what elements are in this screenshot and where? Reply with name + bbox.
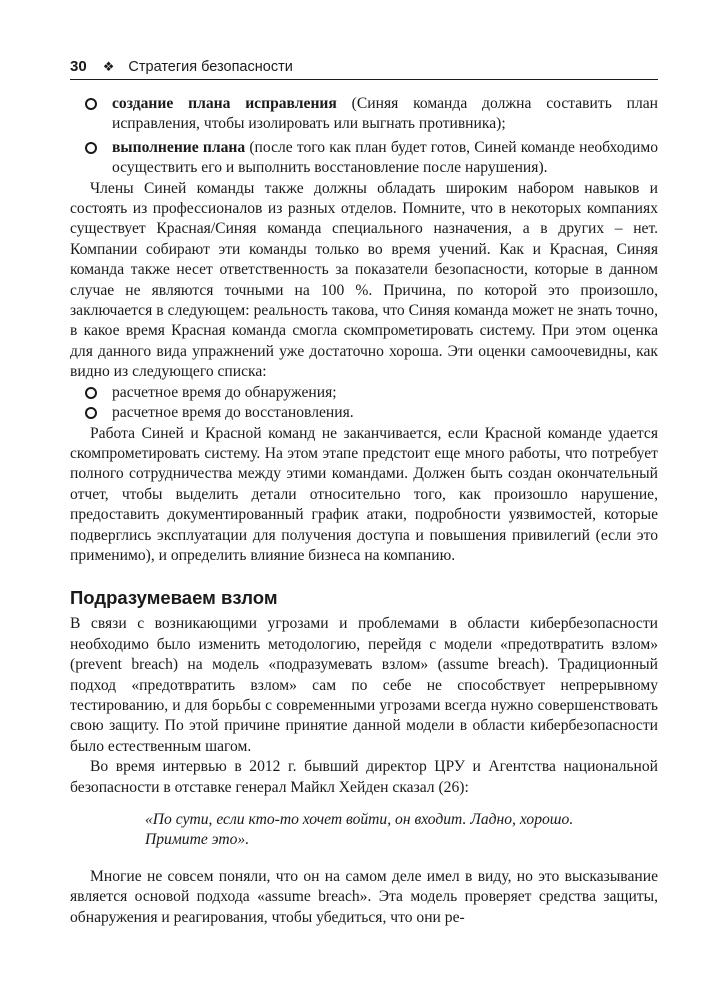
list-item (70, 94, 658, 135)
list-item-term: создание плана исправления (112, 95, 337, 112)
list-item (70, 403, 658, 423)
section-heading: Подразумеваем взлом (70, 587, 278, 609)
list-item-text: (после того как план будет готов, Синей команде необходимо осуществить его и выполнить восстановление после нарушения). (112, 138, 658, 177)
chapter-title: Стратегия безопасности (128, 59, 293, 75)
paragraph: Работа Синей и Красной команд не заканчивается, если Красной команде удается скомпрометировать систему. На этом этапе предстоит еще много работы, что потребует полного сотрудничества между этими командами. Должен быть создан окончательный отчет, чтобы выделить детали относительно того, как произошло нарушение, предоставить документированный график атаки, подробности уязвимостей, которые подверглись эксплуатации для получения доступа и повышения привилегий (если это применимо), и определить влияние бизнеса на компанию. (70, 424, 658, 564)
list-item (70, 138, 658, 179)
page-number: 30 (70, 58, 87, 75)
ornament-icon: ❖ (102, 59, 115, 74)
bullet-icon (85, 98, 97, 110)
list-item-text: расчетное время до восстановления. (112, 404, 354, 422)
list-item (70, 383, 658, 403)
running-header (70, 56, 658, 78)
list-item-term: выполнение плана (112, 138, 246, 156)
block-quote: «По сути, если кто-то хочет войти, он входит. Ладно, хорошо. Примите это». (145, 811, 574, 849)
list-item-text: (Синяя команда должна составить план исправления, чтобы изолировать или выгнать противника); (112, 95, 658, 133)
paragraph: Многие не совсем поняли, что он на самом деле имел в виду, но это высказывание является основой подхода «assume breach». Эта модель проверяет средства защиты, обнаружения и реагирования, чтобы убедиться, что они ре- (70, 867, 658, 926)
list-item-text: расчетное время до обнаружения; (112, 383, 337, 401)
header-divider (70, 79, 658, 80)
paragraph: В связи с возникающими угрозами и проблемами в области кибербезопасности необходимо было изменить методологию, перейдя с модели «предотвратить взлом» (prevent breach) на модель «подразумевать взлом» (assume breach). Традиционный подход «предотвратить взлом» сам по себе не способствует непрерывному тестированию, и для борьбы с современными угрозами всегда нужно совершенствовать свою защиту. По этой причине принятие данной модели в области кибербезопасности было естественным шагом. (70, 615, 658, 755)
bullet-icon (85, 407, 97, 419)
paragraph: Во время интервью в 2012 г. бывший директор ЦРУ и Агентства национальной безопасности в отставке генерал Майкл Хейден сказал (26): (70, 758, 658, 796)
bullet-icon (85, 387, 97, 399)
bullet-icon (85, 142, 97, 154)
paragraph: Члены Синей команды также должны обладать широким набором навыков и состоять из профессионалов из разных отделов. Помните, что в некоторых компаниях существует Красная/Синяя команда специального назначения, а в других – нет. Компании собирают эти команды только во время учений. Как и Красная, Синяя команда также несет ответственность за показатели безопасности, которые в данном случае не являются точными на 100 %. Причина, по которой это произошло, заключается в следующем: реальность такова, что Синяя команда может не знать точно, в какое время Красная команда смогла скомпрометировать систему. При этом оценка для данного вида упражнений уже достаточно хороша. Эти оценки самоочевидны, как видно из следующего списка: (70, 179, 658, 381)
page-body (70, 94, 658, 928)
